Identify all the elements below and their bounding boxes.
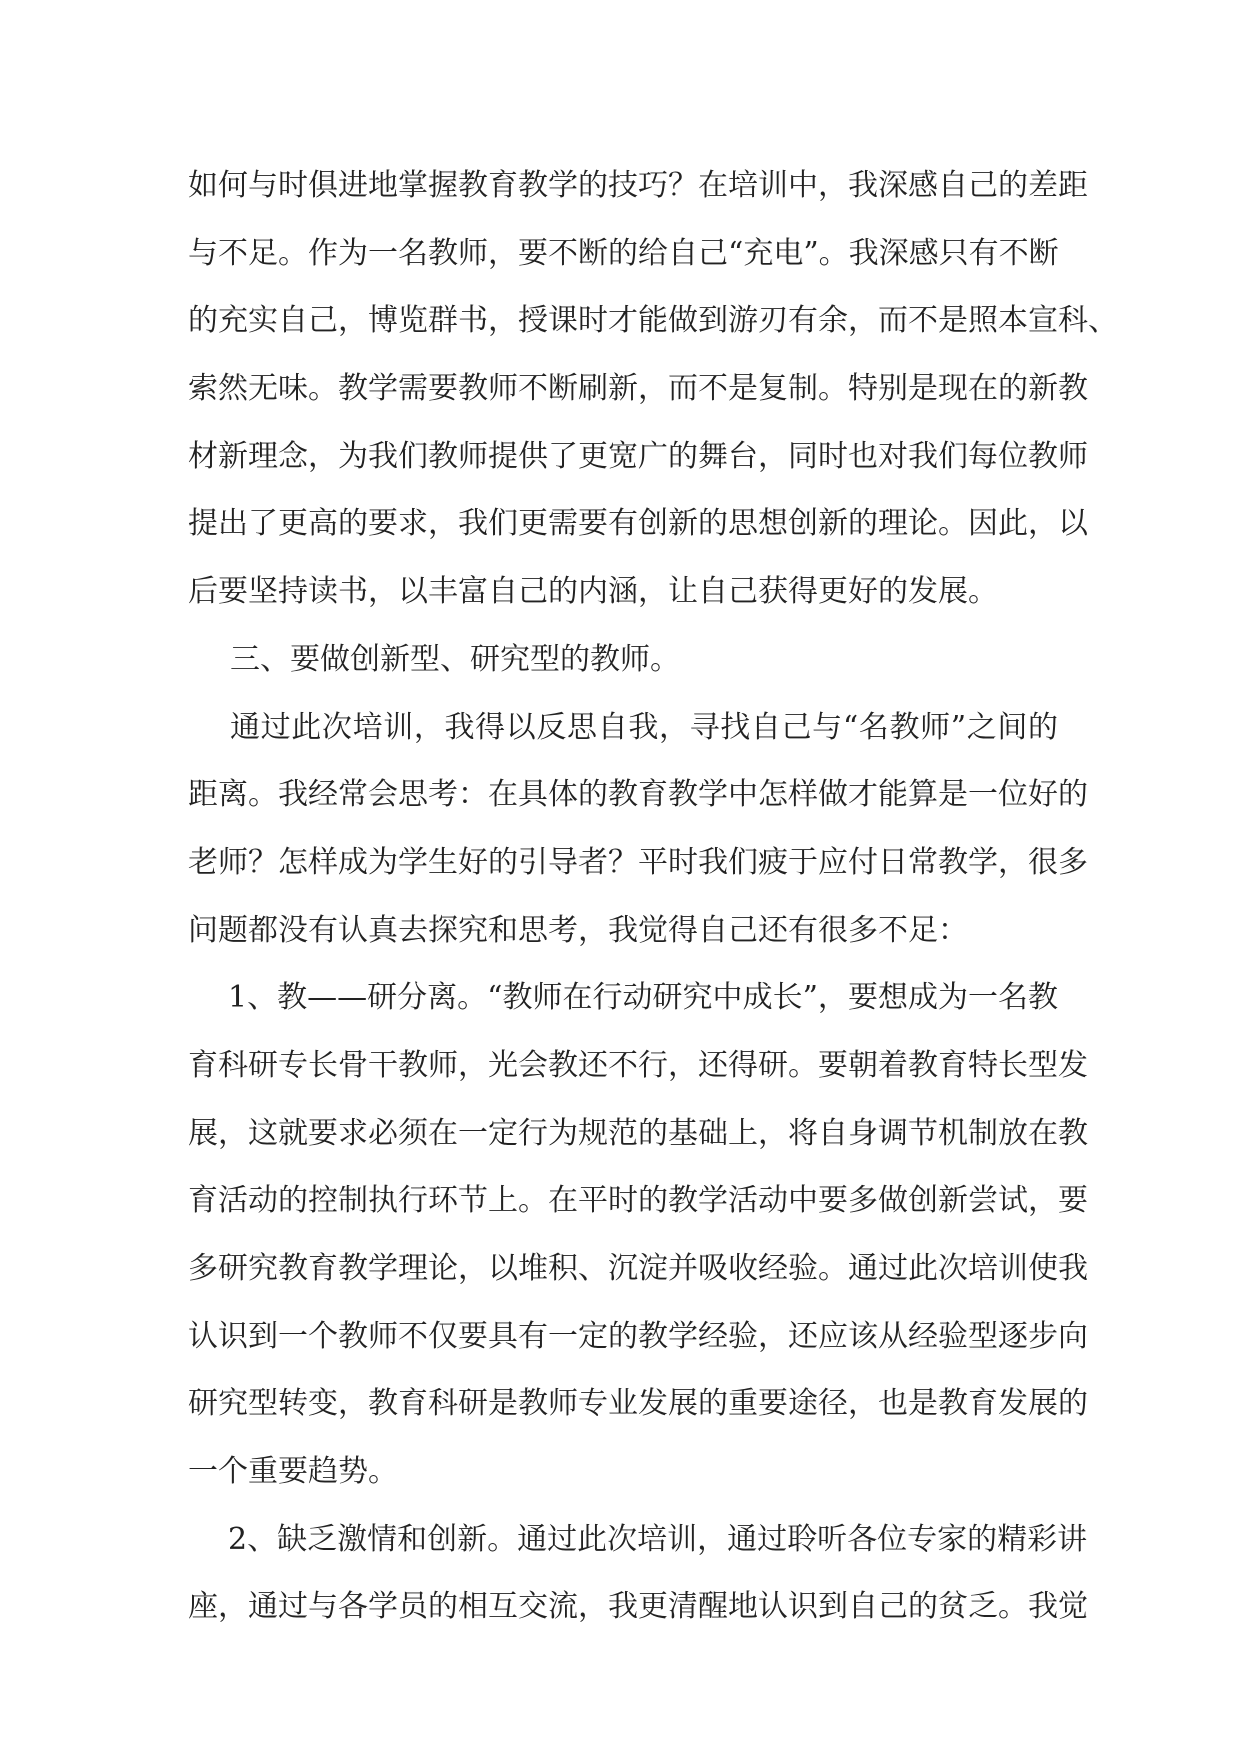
text-line: 后要坚持读书，以丰富自己的内涵，让自己获得更好的发展。 (188, 574, 998, 610)
text-line: 育活动的控制执行环节上。在平时的教学活动中要多做创新尝试，要 (188, 1183, 1088, 1219)
text-line: 一个重要趋势。 (188, 1454, 398, 1490)
text-line: 座，通过与各学员的相互交流，我更清醒地认识到自己的贫乏。我觉 (188, 1589, 1088, 1625)
text-line: 研究型转变，教育科研是教师专业发展的重要途径，也是教育发展的 (188, 1386, 1088, 1422)
text-line: 的充实自己，博览群书，授课时才能做到游刃有余，而不是照本宣科、 (188, 303, 1118, 339)
text-line: 2、缺乏激情和创新。通过此次培训，通过聆听各位专家的精彩讲 (228, 1521, 1088, 1557)
text-line: 如何与时俱进地掌握教育教学的技巧？在培训中，我深感自己的差距 (188, 168, 1088, 203)
text-line: 提出了更高的要求，我们更需要有创新的思想创新的理论。因此，以 (188, 506, 1088, 542)
text-line: 通过此次培训，我得以反思自我，寻找自己与“名教师”之间的 (230, 709, 1058, 745)
text-line: 认识到一个教师不仅要具有一定的教学经验，还应该从经验型逐步向 (188, 1318, 1088, 1354)
paragraph-2-heading (188, 626, 1058, 694)
text-line: 材新理念，为我们教师提供了更宽广的舞台，同时也对我们每位教师 (188, 438, 1088, 474)
paragraph-4 (188, 964, 1088, 1506)
text-line: 距离。我经常会思考：在具体的教育教学中怎样做才能算是一位好的 (188, 777, 1088, 813)
document-body (188, 152, 1118, 1641)
text-line: 问题都没有认真去探究和思考，我觉得自己还有很多不足： (188, 912, 968, 948)
paragraph-5 (188, 1506, 1088, 1641)
text-line: 育科研专长骨干教师，光会教还不行，还得研。要朝着教育特长型发 (188, 1047, 1088, 1083)
section-heading: 三、要做创新型、研究型的教师。 (230, 641, 680, 677)
text-line: 多研究教育教学理论，以堆积、沉淀并吸收经验。通过此次培训使我 (188, 1251, 1088, 1286)
text-line: 1、教——研分离。“教师在行动研究中成长”，要想成为一名教 (228, 980, 1058, 1016)
text-line: 索然无味。教学需要教师不断刷新，而不是复制。特别是现在的新教 (188, 371, 1088, 407)
paragraph-3 (188, 694, 1088, 965)
paragraph-1 (188, 152, 1118, 626)
text-line: 展，这就要求必须在一定行为规范的基础上，将自身调节机制放在教 (188, 1115, 1088, 1151)
text-line: 与不足。作为一名教师，要不断的给自己“充电”。我深感只有不断 (188, 235, 1059, 271)
text-line: 老师？怎样成为学生好的引导者？平时我们疲于应付日常教学，很多 (188, 844, 1088, 880)
